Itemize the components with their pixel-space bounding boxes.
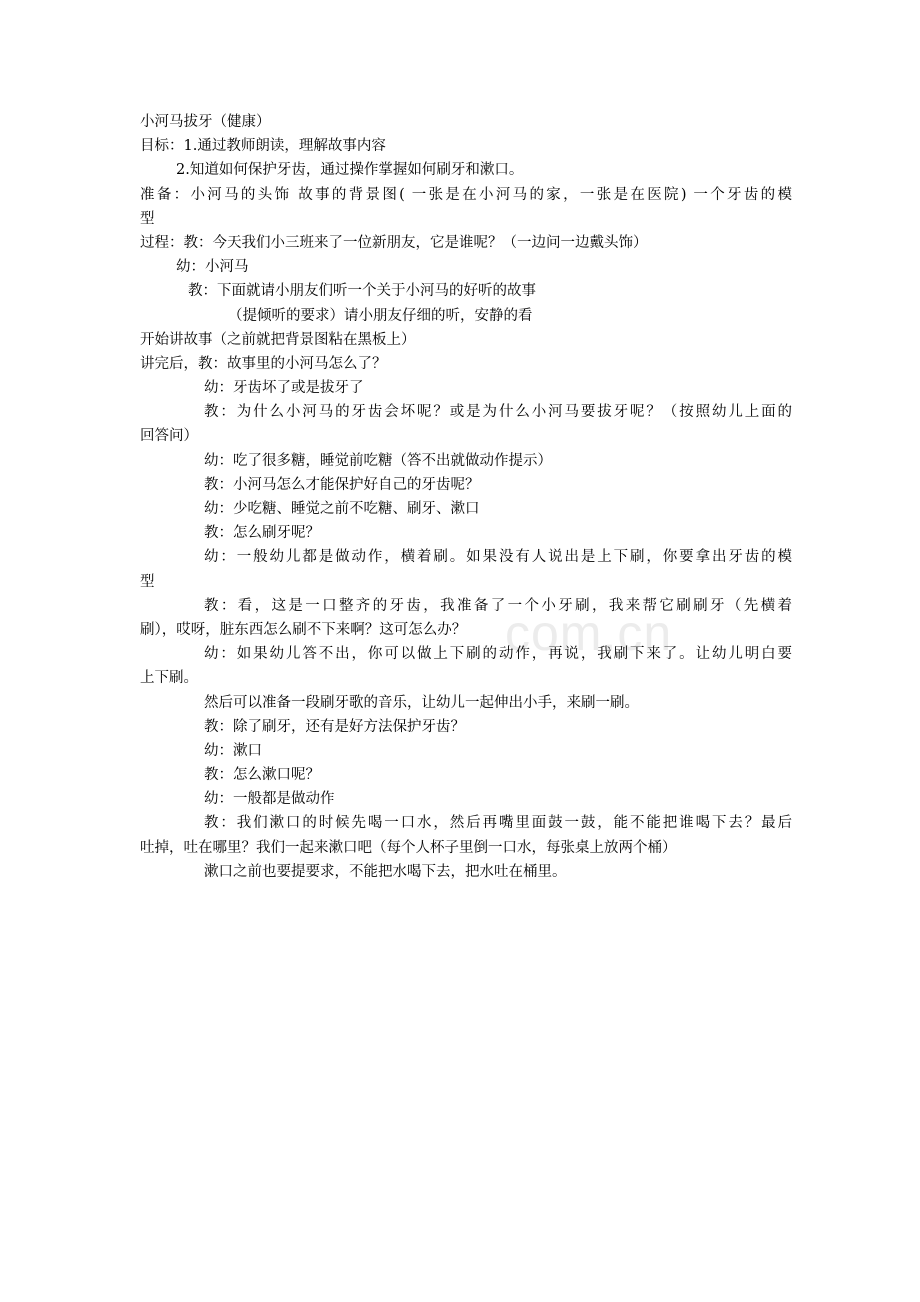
instruction-line: 漱口之前也要提要求，不能把水喝下去，把水吐在桶里。 — [204, 863, 567, 880]
dialogue-line: 幼：少吃糖、睡觉之前不吃糖、刷牙、漱口 — [204, 501, 480, 517]
dialogue-line-cont: 型 — [140, 573, 155, 590]
dialogue-line: 幼：一般都是做动作 — [204, 791, 335, 808]
document-body — [140, 110, 792, 884]
prep-line: 准备：小河马的头饰 故事的背景图( 一张是在小河马的家，一张是在医院) 一个牙齿的模 — [140, 186, 792, 203]
dialogue-line-cont: 吐掉，吐在哪里？我们一起来漱口吧（每个人杯子里倒一口水，每张桌上放两个桶） — [140, 839, 677, 856]
dialogue-line: 教：小河马怎么才能保护好自己的牙齿呢？ — [204, 476, 480, 493]
goal-line-2: 2.知道如何保护牙齿，通过操作掌握如何刷牙和漱口。 — [176, 162, 524, 179]
dialogue-line: 幼：一般幼儿都是做动作，横着刷。如果没有人说出是上下刷，你要拿出牙齿的模 — [204, 549, 792, 566]
doc-title: 小河马拔牙（健康） — [140, 114, 271, 130]
dialogue-line: 教：怎么刷牙呢？ — [204, 525, 320, 542]
dialogue-line: 幼：漱口 — [204, 742, 262, 759]
dialogue-line-cont: 回答问） — [140, 428, 198, 445]
dialogue-line: （提倾听的要求）请小朋友仔细的听，安静的看 — [228, 307, 533, 324]
goal-line-1: 目标：1.通过教师朗读，理解故事内容 — [140, 138, 386, 155]
story-line: 开始讲故事（之前就把背景图粘在黑板上） — [140, 331, 416, 348]
dialogue-line: 教：除了刷牙，还有是好方法保护牙齿？ — [204, 718, 465, 735]
prep-line-cont: 型 — [140, 210, 155, 227]
process-line: 过程：教：今天我们小三班来了一位新朋友，它是谁呢？（一边问一边戴头饰） — [140, 234, 648, 251]
dialogue-line: 幼：牙齿坏了或是拔牙了 — [204, 380, 364, 397]
dialogue-line-cont: 上下刷。 — [140, 670, 198, 687]
dialogue-line: 幼：吃了很多糖，睡觉前吃糖（答不出就做动作提示） — [204, 452, 552, 469]
watermark: com.cn — [505, 605, 673, 661]
dialogue-line: 教：怎么漱口呢？ — [204, 767, 320, 784]
dialogue-line: 教：我们漱口的时候先喝一口水，然后再嘴里面鼓一鼓，能不能把谁喝下去？最后 — [204, 815, 792, 832]
dialogue-line: 教：下面就请小朋友们听一个关于小河马的好听的故事 — [188, 283, 536, 300]
dialogue-line: 幼：小河马 — [176, 259, 249, 276]
after-story-line: 讲完后，教：故事里的小河马怎么了？ — [140, 355, 387, 372]
dialogue-line: 幼：如果幼儿答不出，你可以做上下刷的动作，再说，我刷下来了。让幼儿明白要 — [204, 646, 792, 663]
dialogue-line-cont: 刷），哎呀，脏东西怎么刷不下来啊？这可怎么办？ — [140, 621, 467, 638]
dialogue-line: 教：看，这是一口整齐的牙齿，我准备了一个小牙刷，我来帮它刷刷牙（先横着 — [204, 597, 792, 614]
dialogue-line: 教：为什么小河马的牙齿会坏呢？或是为什么小河马要拔牙呢？（按照幼儿上面的 — [204, 404, 792, 421]
instruction-line: 然后可以准备一段刷牙歌的音乐，让幼儿一起伸出小手，来刷一刷。 — [204, 694, 639, 711]
